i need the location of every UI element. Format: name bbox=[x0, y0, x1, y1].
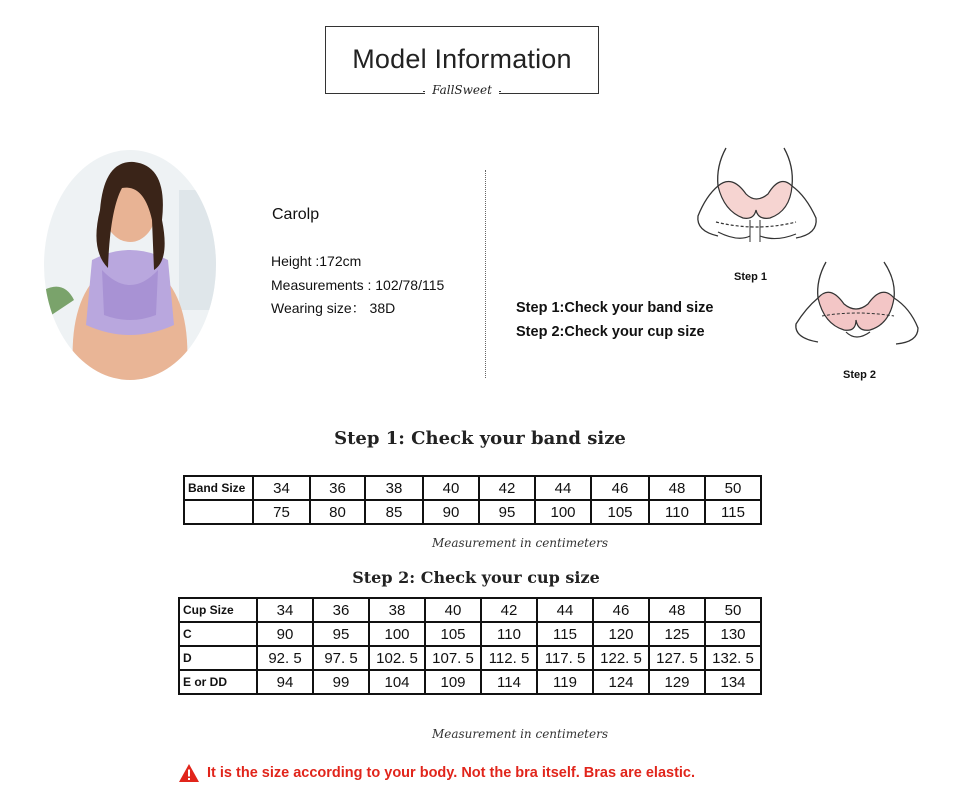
table-cell: 122. 5 bbox=[593, 646, 649, 670]
table-row bbox=[179, 670, 761, 694]
table-cell: 38 bbox=[369, 598, 425, 622]
band-table-note: Measurement in centimeters bbox=[431, 536, 608, 550]
step1-caption: Step 1 bbox=[734, 271, 768, 283]
model-wearing-size: Wearing size： 38D bbox=[271, 300, 396, 316]
table-cell: 80 bbox=[310, 500, 365, 524]
table-cell: 48 bbox=[649, 476, 705, 500]
table-cell: 114 bbox=[481, 670, 537, 694]
table-cell: 40 bbox=[423, 476, 479, 500]
row-label-e-or-dd: E or DD bbox=[179, 670, 257, 694]
table-cell: 46 bbox=[591, 476, 649, 500]
cup-size-table bbox=[178, 597, 762, 695]
row-label-d: D bbox=[179, 646, 257, 670]
table-cell: 125 bbox=[649, 622, 705, 646]
table-cell: 34 bbox=[257, 598, 313, 622]
model-measurements: Measurements : 102/78/115 bbox=[271, 276, 445, 293]
step2-caption: Step 2 bbox=[843, 369, 877, 381]
table-cell: 102. 5 bbox=[369, 646, 425, 670]
table-cell: 107. 5 bbox=[425, 646, 481, 670]
band-table-title: Step 1: Check your band size bbox=[334, 428, 626, 449]
table-cell: 50 bbox=[705, 476, 761, 500]
table-row bbox=[184, 500, 761, 524]
table-cell: 109 bbox=[425, 670, 481, 694]
table-cell: 44 bbox=[537, 598, 593, 622]
table-cell: 50 bbox=[705, 598, 761, 622]
warning-icon bbox=[178, 763, 200, 783]
table-cell: 40 bbox=[425, 598, 481, 622]
vertical-divider bbox=[485, 170, 486, 378]
size-warning bbox=[178, 763, 778, 785]
table-cell: 120 bbox=[593, 622, 649, 646]
model-name: Carolp bbox=[272, 206, 320, 223]
table-cell: 105 bbox=[591, 500, 649, 524]
model-details bbox=[271, 250, 444, 321]
table-cell: 129 bbox=[649, 670, 705, 694]
table-row bbox=[179, 598, 761, 622]
cup-measure-illustration bbox=[786, 258, 926, 368]
table-cell: 75 bbox=[253, 500, 310, 524]
table-cell: 85 bbox=[365, 500, 423, 524]
table-cell: 36 bbox=[310, 476, 365, 500]
step1-instruction: Step 1:Check your band size bbox=[516, 300, 714, 316]
model-photo bbox=[44, 150, 216, 380]
page-title: Model Information bbox=[352, 44, 572, 74]
table-cell: 95 bbox=[479, 500, 535, 524]
brand-logo: FallSweet bbox=[432, 83, 492, 97]
table-cell: 115 bbox=[537, 622, 593, 646]
row-label-cup-size: Cup Size bbox=[179, 598, 257, 622]
table-cell: 110 bbox=[649, 500, 705, 524]
table-row bbox=[179, 646, 761, 670]
table-cell: 38 bbox=[365, 476, 423, 500]
table-cell: 112. 5 bbox=[481, 646, 537, 670]
model-height: Height :172cm bbox=[271, 253, 362, 269]
table-row bbox=[184, 476, 761, 500]
table-cell: 100 bbox=[369, 622, 425, 646]
table-cell: 100 bbox=[535, 500, 591, 524]
cup-table-note: Measurement in centimeters bbox=[431, 727, 608, 741]
table-cell: 124 bbox=[593, 670, 649, 694]
table-cell: 104 bbox=[369, 670, 425, 694]
table-cell: 90 bbox=[257, 622, 313, 646]
table-cell: 130 bbox=[705, 622, 761, 646]
table-cell: 117. 5 bbox=[537, 646, 593, 670]
table-cell: 36 bbox=[313, 598, 369, 622]
row-label-c: C bbox=[179, 622, 257, 646]
table-cell: 110 bbox=[481, 622, 537, 646]
table-cell: 44 bbox=[535, 476, 591, 500]
table-cell: 90 bbox=[423, 500, 479, 524]
table-cell: 105 bbox=[425, 622, 481, 646]
row-label-band-size: Band Size bbox=[184, 476, 253, 500]
table-cell: 115 bbox=[705, 500, 761, 524]
step2-instruction: Step 2:Check your cup size bbox=[516, 323, 705, 340]
table-cell: 119 bbox=[537, 670, 593, 694]
table-cell: 97. 5 bbox=[313, 646, 369, 670]
table-cell: 127. 5 bbox=[649, 646, 705, 670]
warning-text: It is the size according to your body. Not the bra itself. Bras are elastic. bbox=[207, 765, 696, 781]
brand-row bbox=[325, 82, 599, 102]
table-cell: 99 bbox=[313, 670, 369, 694]
band-measure-illustration bbox=[688, 146, 828, 266]
table-cell: 42 bbox=[481, 598, 537, 622]
cup-table-title: Step 2: Check your cup size bbox=[352, 568, 600, 587]
table-cell: 48 bbox=[649, 598, 705, 622]
table-cell: 92. 5 bbox=[257, 646, 313, 670]
table-cell bbox=[184, 500, 253, 524]
band-size-table bbox=[183, 475, 762, 525]
table-row bbox=[179, 622, 761, 646]
table-cell: 34 bbox=[253, 476, 310, 500]
table-cell: 132. 5 bbox=[705, 646, 761, 670]
table-cell: 42 bbox=[479, 476, 535, 500]
table-cell: 134 bbox=[705, 670, 761, 694]
table-cell: 46 bbox=[593, 598, 649, 622]
table-cell: 95 bbox=[313, 622, 369, 646]
table-cell: 94 bbox=[257, 670, 313, 694]
measure-steps bbox=[516, 297, 713, 344]
